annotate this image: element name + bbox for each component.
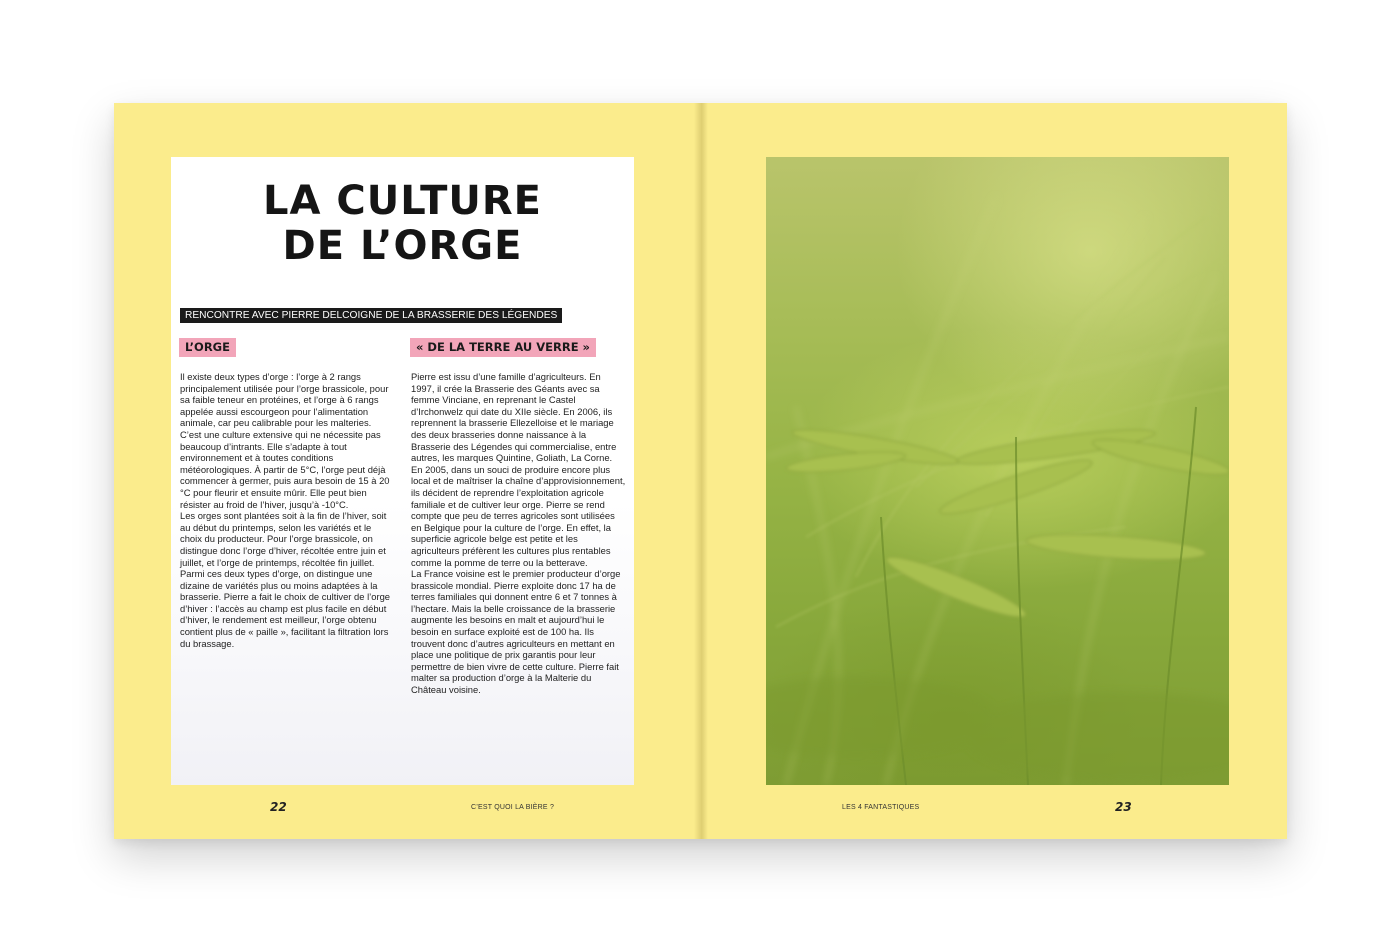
barley-illustration (766, 157, 1229, 785)
title-line-2: DE L’ORGE (282, 223, 523, 269)
title-line-1: LA CULTURE (263, 178, 542, 224)
running-head-left: C’EST QUOI LA BIÈRE ? (471, 804, 555, 811)
article-subtitle: RENCONTRE AVEC PIERRE DELCOIGNE DE LA BRASSERIE DES LÉGENDES (180, 308, 562, 323)
page-number-left: 22 (270, 800, 287, 814)
paragraph: Pierre est issu d’une famille d’agriculteurs. En 1997, il crée la Brasserie des Géants avec sa femme Vinciane, en reprenant le Castel d’Irchonwelz qui date du XIIe siècle. En 2006, ils reprennent la brasserie Ellezelloise et le mariage des deux brasseries donne naissance à la Brasserie des Légendes qui commercialise, entre autres, les marques Quintine, Goliath, La Corne. (411, 371, 617, 464)
paragraph: C’est une culture extensive qui ne nécessite pas beaucoup d’intrants. Elle s’adapte à tout environnement et à toutes conditions météorologiques. À partir de 5°C, l’orge peut déjà commencer à germer, puis aura besoin de 15 à 20 °C pour fleurir et ensuite mûrir. Elle peut bien résister au froid de l’hiver, jusqu’à -10°C. (180, 428, 390, 510)
article-panel (171, 157, 634, 785)
paragraph: La France voisine est le premier producteur d’orge brassicole mondial. Pierre exploite donc 17 ha de terres familiales qui donnent entre 6 et 7 tonnes à l’hectare. Mais la belle croissance de la brasserie augmente les besoins en malt et aujourd’hui le besoin en surface exploité est de 100 ha. Ils trouvent donc d’autres agriculteurs en mettant en place une politique de prix garantis pour leur permettre de bien vivre de cette culture. Pierre fait malter sa production d’orge à la Malterie du Château voisine. (411, 568, 621, 696)
section-heading-terre-au-verre: « DE LA TERRE AU VERRE » (410, 338, 596, 357)
column-right (411, 371, 626, 696)
article-title (171, 179, 634, 269)
right-page (701, 103, 1287, 839)
section-heading-orge: L’ORGE (179, 338, 236, 357)
paragraph: En 2005, dans un souci de produire encore plus local et de maîtriser la chaîne d’approvisionnement, ils décident de reprendre l’exploitation agricole familiale et de cultiver leur orge. Pierre se rend compte que peu de terres agricoles sont utilisées en Belgique pour la culture de l’orge. En effet, la superficie agricole belge est petite et les agriculteurs préfèrent les cultures plus rentables comme la pomme de terre ou la betterave. (411, 463, 626, 568)
page-number-right: 23 (1115, 800, 1132, 814)
running-head-right: LES 4 FANTASTIQUES (842, 804, 920, 811)
paragraph: Il existe deux types d’orge : l’orge à 2 rangs principalement utilisée pour l’orge brassicole, pour sa faible teneur en protéines, et l’orge à 6 rangs appelée aussi escourgeon pour l’alimentation animale, car peu calibrable pour les malteries. (180, 371, 389, 429)
column-left (180, 371, 393, 649)
magazine-spread (114, 103, 1287, 839)
left-page (114, 103, 701, 839)
paragraph: Les orges sont plantées soit à la fin de l’hiver, soit au début du printemps, selon les variétés et le choix du producteur. Pour l’orge brassicole, on distingue donc l’orge d’hiver, récoltée entre juin et juillet, et l’orge de printemps, récoltée fin juillet. Parmi ces deux types d’orge, on distingue une dizaine de variétés plus ou moins adaptées à la brasserie. Pierre a fait le choix de cultiver de l’orge d’hiver : l’accès au champ est plus facile en début d’hiver, le rendement est meilleur, l’orge obtenu contient plus de « paille », facilitant la filtration lors du brassage. (180, 510, 390, 649)
barley-field-photo (766, 157, 1229, 785)
